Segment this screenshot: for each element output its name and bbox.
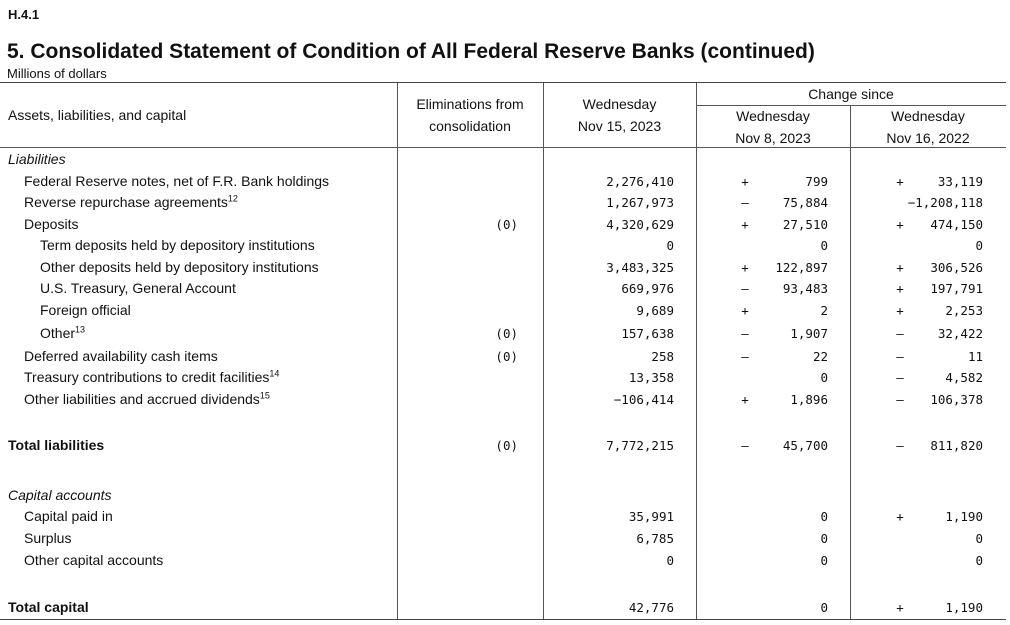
current-value: 13,358 [628, 370, 674, 385]
week-change-sign: – [741, 195, 749, 210]
footnote-ref: 14 [269, 368, 280, 379]
row-label [24, 348, 218, 364]
week-change-value: 93,483 [782, 281, 828, 296]
year-change-sign: – [896, 349, 904, 364]
year-change-value: −1,208,118 [907, 195, 983, 210]
row-label [24, 369, 279, 385]
year-change-value: 0 [975, 238, 983, 253]
header-week-line1: Wednesday [736, 108, 810, 124]
week-change-value: 0 [820, 553, 828, 568]
header-eliminations-line2: consolidation [429, 118, 511, 134]
year-change-sign: + [896, 260, 904, 275]
row-label [40, 325, 85, 341]
table-row [0, 367, 1006, 387]
row-label [40, 280, 236, 296]
week-change-value: 1,907 [790, 326, 828, 341]
current-value: 6,785 [636, 531, 674, 546]
header-eliminations [397, 93, 543, 137]
row-label [8, 599, 89, 615]
year-change-sign: + [896, 303, 904, 318]
header-week-line2: Nov 8, 2023 [735, 130, 811, 146]
year-change-value: 197,791 [930, 281, 983, 296]
week-change-sign: – [741, 326, 749, 341]
year-change-value: 811,820 [930, 438, 983, 453]
week-change-sign: + [741, 392, 749, 407]
row-label-text: Capital paid in [24, 508, 113, 524]
row-label [40, 302, 131, 318]
footnote-ref: 15 [259, 390, 270, 401]
table-row [0, 235, 1006, 255]
current-value: 3,483,325 [606, 260, 674, 275]
header-current-line1: Wednesday [582, 96, 657, 112]
week-change-value: 2 [820, 303, 828, 318]
header-change-since: Change since [808, 86, 894, 102]
current-value: 7,772,215 [606, 438, 674, 453]
row-label-text: Total capital [8, 599, 89, 615]
year-change-sign: – [896, 438, 904, 453]
year-change-value: 0 [975, 531, 983, 546]
row-label-text: Capital accounts [8, 487, 112, 503]
row-label-text: Deferred availability cash items [24, 348, 218, 364]
row-label [24, 508, 113, 524]
row-label-text: Liabilities [8, 151, 66, 167]
row-label-text: Other capital accounts [24, 552, 164, 568]
row-label [8, 151, 66, 167]
current-value: 35,991 [628, 509, 674, 524]
week-change-value: 0 [820, 600, 828, 615]
week-change-value: 0 [820, 370, 828, 385]
row-label [8, 437, 104, 453]
current-value: 157,638 [621, 326, 674, 341]
release-code: H.4.1 [8, 7, 40, 22]
current-value: 4,320,629 [606, 217, 674, 232]
week-change-value: 1,896 [790, 392, 828, 407]
year-change-value: 1,190 [945, 600, 983, 615]
row-label [40, 259, 319, 275]
year-change-value: 306,526 [930, 260, 983, 275]
current-value: 0 [666, 553, 674, 568]
week-change-value: 0 [820, 238, 828, 253]
header-year-change [850, 105, 1006, 149]
statement-table [0, 82, 1006, 620]
year-change-value: 0 [975, 553, 983, 568]
table-row [0, 323, 1006, 343]
year-change-sign: + [896, 174, 904, 189]
row-label [24, 552, 163, 568]
footnote-ref: 13 [75, 324, 86, 335]
row-label-text: Other liabilities and accrued dividends [24, 391, 260, 407]
eliminations-value: (0) [495, 326, 518, 341]
row-label-text: Treasury contributions to credit facilities [24, 369, 270, 385]
year-change-value: 32,422 [937, 326, 983, 341]
week-change-value: 22 [812, 349, 828, 364]
week-change-value: 122,897 [775, 260, 828, 275]
table-row [0, 346, 1006, 366]
table-row [0, 389, 1006, 409]
header-year-line1: Wednesday [891, 108, 965, 124]
current-value: 1,267,973 [606, 195, 674, 210]
row-label [24, 391, 270, 407]
week-change-sign: – [741, 281, 749, 296]
row-label-text: Surplus [24, 530, 72, 546]
year-change-value: 33,119 [937, 174, 983, 189]
row-label [24, 173, 329, 189]
header-row-label: Assets, liabilities, and capital [8, 107, 187, 123]
week-change-value: 75,884 [782, 195, 828, 210]
row-label-text: Federal Reserve notes, net of F.R. Bank holdings [24, 173, 330, 189]
page-title: 5. Consolidated Statement of Condition of All Federal Reserve Banks (continued) [7, 40, 815, 63]
header-eliminations-line1: Eliminations from [416, 96, 524, 112]
header-week-change [696, 105, 850, 149]
current-value: 9,689 [636, 303, 674, 318]
row-label-text: Foreign official [40, 302, 131, 318]
year-change-sign: – [896, 370, 904, 385]
eliminations-value: (0) [495, 349, 518, 364]
table-row [0, 485, 1006, 505]
row-label [24, 216, 78, 232]
row-label-text: Reverse repurchase agreements [24, 194, 228, 210]
current-value: −106,414 [613, 392, 674, 407]
year-change-value: 106,378 [930, 392, 983, 407]
unit-note: Millions of dollars [7, 66, 107, 81]
year-change-sign: + [896, 509, 904, 524]
week-change-value: 0 [820, 509, 828, 524]
year-change-sign: + [896, 217, 904, 232]
current-value: 669,976 [621, 281, 674, 296]
row-label-text: Other deposits held by depository institutions [40, 259, 319, 275]
row-label-text: Deposits [24, 216, 79, 232]
table-row [0, 257, 1006, 277]
row-label-text: Term deposits held by depository institutions [40, 237, 315, 253]
row-label [40, 237, 315, 253]
eliminations-value: (0) [495, 217, 518, 232]
week-change-sign: – [741, 438, 749, 453]
year-change-value: 2,253 [945, 303, 983, 318]
year-change-sign: – [896, 326, 904, 341]
row-label-text: U.S. Treasury, General Account [40, 280, 236, 296]
week-change-sign: + [741, 260, 749, 275]
current-value: 0 [666, 238, 674, 253]
header-current-week [543, 93, 696, 137]
row-label-text: Other [40, 325, 76, 341]
table-row [0, 149, 1006, 169]
table-row [0, 300, 1006, 320]
week-change-value: 0 [820, 531, 828, 546]
header-current-line2: Nov 15, 2023 [577, 118, 662, 134]
current-value: 42,776 [628, 600, 674, 615]
table-row [0, 171, 1006, 191]
week-change-sign: + [741, 217, 749, 232]
year-change-value: 11 [967, 349, 983, 364]
table-row [0, 506, 1006, 526]
header-year-line2: Nov 16, 2022 [886, 130, 970, 146]
year-change-sign: – [896, 392, 904, 407]
table-row [0, 435, 1006, 455]
eliminations-value: (0) [495, 438, 518, 453]
year-change-sign: + [896, 600, 904, 615]
current-value: 258 [651, 349, 674, 364]
year-change-value: 4,582 [945, 370, 983, 385]
year-change-sign: + [896, 281, 904, 296]
footnote-ref: 12 [227, 193, 238, 204]
week-change-sign: – [741, 349, 749, 364]
row-label [24, 530, 71, 546]
table-row [0, 192, 1006, 212]
week-change-value: 27,510 [782, 217, 828, 232]
week-change-value: 799 [805, 174, 828, 189]
year-change-value: 474,150 [930, 217, 983, 232]
table-row [0, 528, 1006, 548]
row-label [8, 487, 112, 503]
year-change-value: 1,190 [945, 509, 983, 524]
week-change-value: 45,700 [782, 438, 828, 453]
table-row [0, 550, 1006, 570]
row-label [24, 194, 238, 210]
table-row [0, 214, 1006, 234]
week-change-sign: + [741, 303, 749, 318]
table-row [0, 597, 1006, 617]
current-value: 2,276,410 [606, 174, 674, 189]
table-row [0, 278, 1006, 298]
row-label-text: Total liabilities [8, 437, 105, 453]
week-change-sign: + [741, 174, 749, 189]
